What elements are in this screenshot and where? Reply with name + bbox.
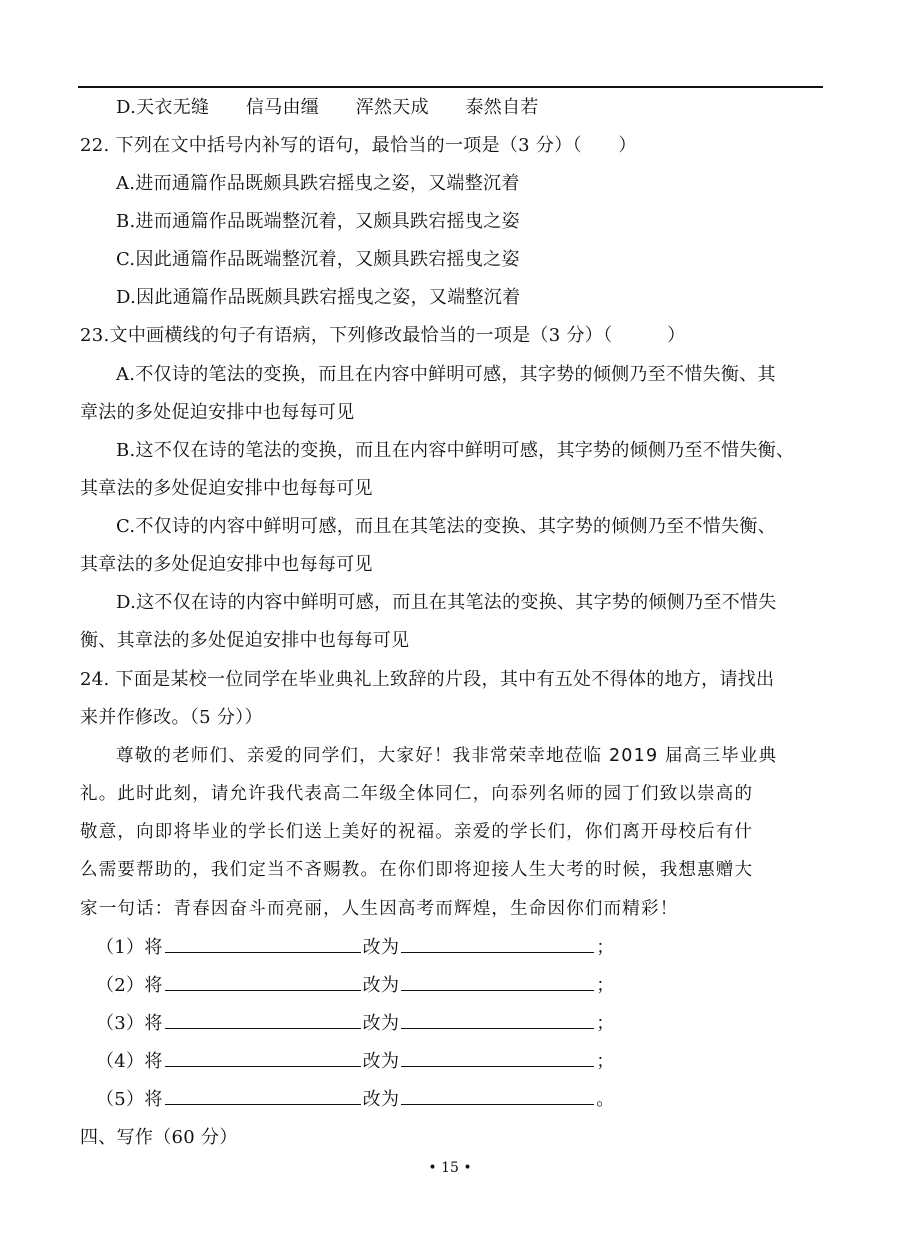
q23-option-d-line1: D.这不仅在诗的内容中鲜明可感，而且在其笔法的变换、其字势的倾侧乃至不惜失 [116,592,777,613]
answer-blank-original[interactable] [165,1086,361,1105]
page-number: • 15 • [428,1160,472,1176]
q22-option-a: A.进而通篇作品既颇具跌宕摇曳之姿，又端整沉着 [116,173,520,194]
q23-option-a-line2: 章法的多处促迫安排中也每每可见 [80,402,355,423]
answer-end-punct: ； [596,1013,615,1034]
q23-option-c-line1: C.不仅诗的内容中鲜明可感，而且在其笔法的变换、其字势的倾侧乃至不惜失衡、 [116,516,776,537]
answer-blank-original[interactable] [165,1048,361,1067]
section-title-writing: 四、写作（60 分） [80,1127,238,1148]
answer-end-punct: 。 [596,1089,615,1110]
passage-line: 么需要帮助的，我们定当不吝赐教。在你们即将迎接人生大考的时候，我想惠赠大 [80,860,754,880]
answer-blank-original[interactable] [165,934,361,953]
answer-num: （2）将 [96,975,163,996]
q24-stem-line2: 来并作修改。（5 分）） [80,707,263,728]
answer-change-to: 改为 [362,1051,400,1072]
passage-line: 家一句话：青春因奋斗而亮丽，人生因高考而辉煌，生命因你们而精彩！ [80,899,679,919]
q23-option-c-line2: 其章法的多处促迫安排中也每每可见 [80,554,373,575]
passage-line: 尊敬的老师们、亲爱的同学们，大家好！我非常荣幸地莅临 2019 届高三毕业典 [116,746,778,766]
answer-row-5 [96,1086,615,1113]
answer-blank-revised[interactable] [401,1048,594,1067]
answer-blank-revised[interactable] [401,1010,594,1029]
answer-blank-original[interactable] [165,972,361,991]
q24-stem-line1: 24. 下面是某校一位同学在毕业典礼上致辞的片段，其中有五处不得体的地方，请找出 [80,669,775,690]
passage-line: 敬意，向即将毕业的学长们送上美好的祝福。亲爱的学长们，你们离开母校后有什 [80,822,754,842]
answer-blank-original[interactable] [165,1010,361,1029]
answer-change-to: 改为 [362,937,400,958]
q23-option-b-line2: 其章法的多处促迫安排中也每每可见 [80,478,373,499]
answer-change-to: 改为 [362,1089,400,1110]
q23-option-b-line1: B.这不仅在诗的笔法的变换，而且在内容中鲜明可感，其字势的倾侧乃至不惜失衡、 [116,440,795,461]
answer-row-4 [96,1048,615,1075]
q22-option-d: D.因此通篇作品既颇具跌宕摇曳之姿，又端整沉着 [116,287,521,308]
answer-row-2 [96,972,615,999]
header-rule [78,86,823,88]
q23-option-a-line1: A.不仅诗的笔法的变换，而且在内容中鲜明可感，其字势的倾侧乃至不惜失衡、其 [116,364,776,385]
answer-num: （5）将 [96,1089,163,1110]
answer-change-to: 改为 [362,1013,400,1034]
answer-end-punct: ； [596,1051,615,1072]
answer-blank-revised[interactable] [401,934,594,953]
q23-option-d-line2: 衡、其章法的多处促迫安排中也每每可见 [80,630,410,651]
answer-num: （1）将 [96,937,163,958]
answer-change-to: 改为 [362,975,400,996]
answer-end-punct: ； [596,937,615,958]
answer-row-1 [96,934,615,961]
q23-stem: 23.文中画横线的句子有语病，下列修改最恰当的一项是（3 分）（ ） [80,325,686,346]
answer-end-punct: ； [596,975,615,996]
answer-num: （3）将 [96,1013,163,1034]
passage-line: 礼。此时此刻，请允许我代表高二年级全体同仁，向忝列名师的园丁们致以崇高的 [80,784,754,804]
q22-option-b: B.进而通篇作品既端整沉着，又颇具跌宕摇曳之姿 [116,211,520,232]
answer-row-3 [96,1010,615,1037]
q21-option-d: D.天衣无缝 信马由缰 浑然天成 泰然自若 [116,97,539,118]
answer-num: （4）将 [96,1051,163,1072]
q22-stem: 22. 下列在文中括号内补写的语句，最恰当的一项是（3 分）（ ） [80,135,637,156]
q22-option-c: C.因此通篇作品既端整沉着，又颇具跌宕摇曳之姿 [116,249,520,270]
answer-blank-revised[interactable] [401,1086,594,1105]
answer-blank-revised[interactable] [401,972,594,991]
